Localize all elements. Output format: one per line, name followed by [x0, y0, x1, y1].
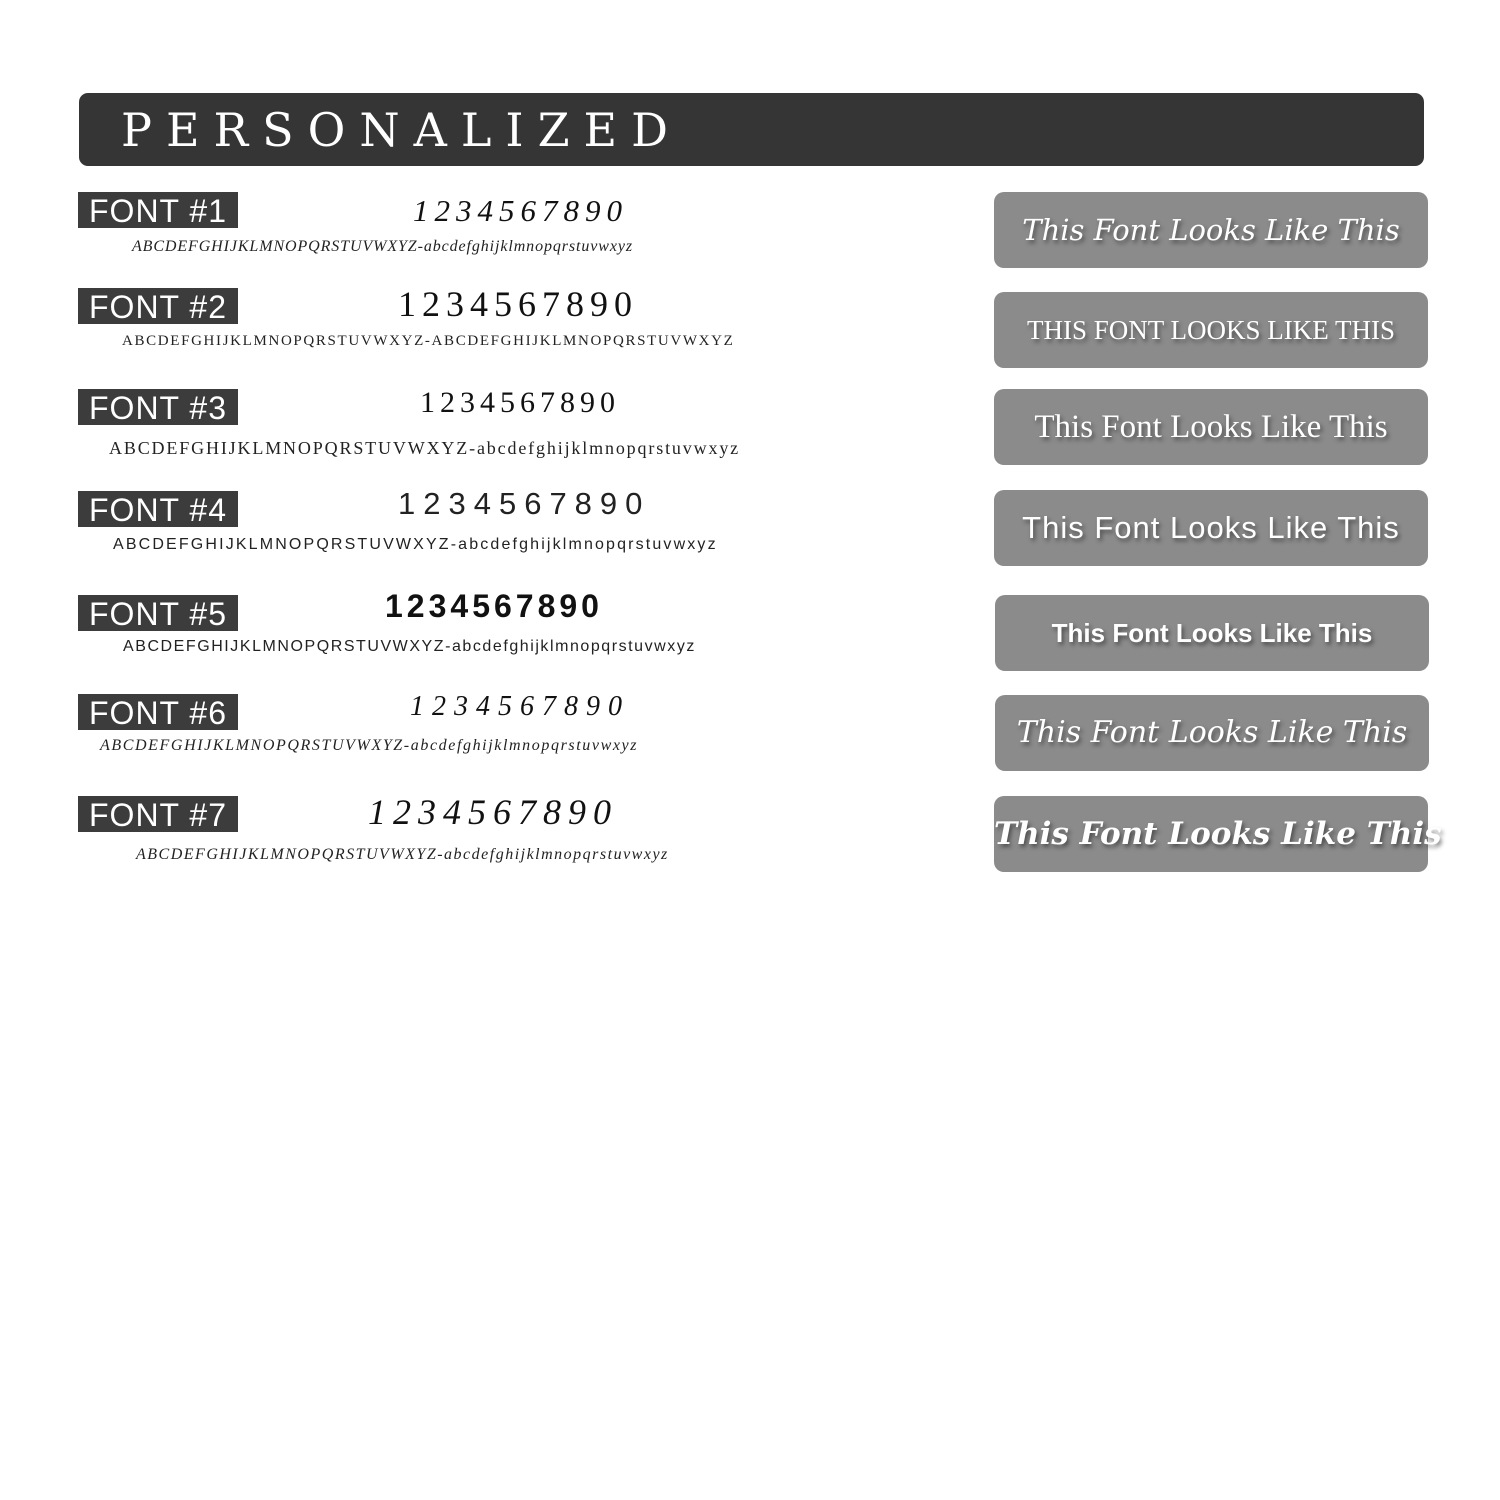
font-label: FONT #4 [78, 491, 238, 527]
font-label: FONT #2 [78, 288, 238, 324]
font-label: FONT #1 [78, 192, 238, 228]
font-alphabet: ABCDEFGHIJKLMNOPQRSTUVWXYZ-abcdefghijklmnopqrstuvwxyz [132, 238, 633, 255]
font-alphabet: ABCDEFGHIJKLMNOPQRSTUVWXYZ-abcdefghijklmnopqrstuvwxyz [123, 638, 696, 655]
font-numbers: 1234567890 [398, 486, 651, 521]
font-label: FONT #3 [78, 389, 238, 425]
font-alphabet: ABCDEFGHIJKLMNOPQRSTUVWXYZ-abcdefghijklmnopqrstuvwxyz [113, 536, 718, 553]
font-numbers: 1234567890 [420, 386, 620, 419]
font-label: FONT #5 [78, 595, 238, 631]
font-sample-button[interactable]: This Font Looks Like This [994, 389, 1428, 465]
header-banner [79, 93, 1424, 166]
page-title: PERSONALIZED [121, 103, 682, 157]
font-sample-button[interactable]: This Font Looks Like This [994, 192, 1428, 268]
font-sample-button[interactable]: This Font Looks Like This [995, 695, 1429, 771]
font-numbers: 1234567890 [385, 588, 603, 624]
font-alphabet: ABCDEFGHIJKLMNOPQRSTUVWXYZ-abcdefghijklmnopqrstuvwxyz [109, 438, 741, 458]
font-label: FONT #6 [78, 694, 238, 730]
font-alphabet: ABCDEFGHIJKLMNOPQRSTUVWXYZ-ABCDEFGHIJKLMNOPQRSTUVWXYZ [122, 333, 735, 349]
font-sample-button[interactable]: This Font Looks Like This [995, 595, 1429, 671]
font-sample-button[interactable]: THIS FONT LOOKS LIKE THIS [994, 292, 1428, 368]
font-numbers: 1234567890 [398, 284, 638, 324]
font-sample-button[interactable]: This Font Looks Like This [994, 796, 1428, 872]
font-sample-button[interactable]: This Font Looks Like This [994, 490, 1428, 566]
font-label: FONT #7 [78, 796, 238, 832]
font-numbers: 1234567890 [413, 193, 628, 228]
font-numbers: 1234567890 [368, 792, 618, 832]
font-numbers: 1234567890 [410, 691, 630, 722]
font-alphabet: ABCDEFGHIJKLMNOPQRSTUVWXYZ-abcdefghijklmnopqrstuvwxyz [136, 846, 669, 863]
font-alphabet: ABCDEFGHIJKLMNOPQRSTUVWXYZ-abcdefghijklmnopqrstuvwxyz [100, 737, 639, 754]
